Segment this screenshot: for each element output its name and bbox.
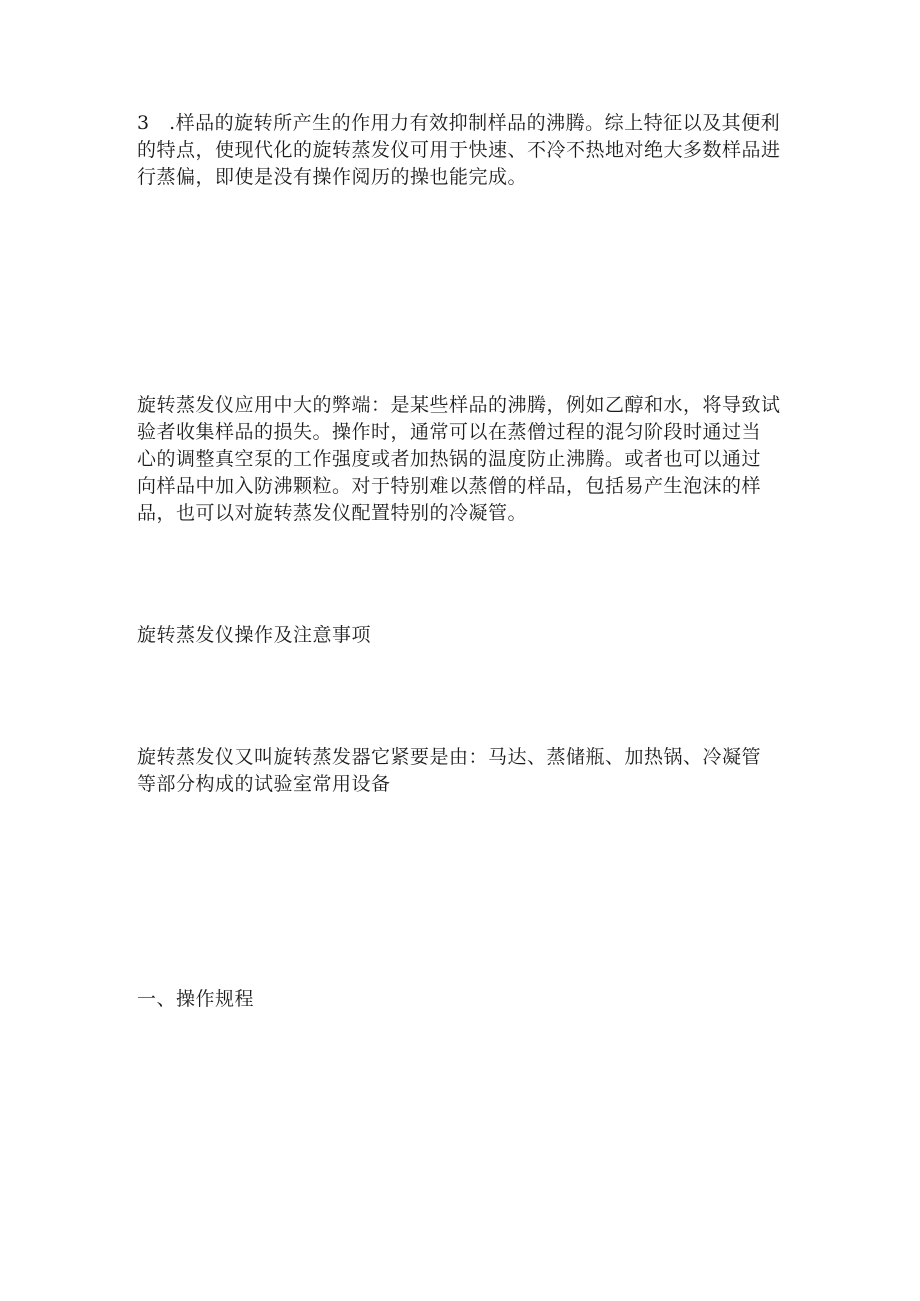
paragraph-rotation-benefits <box>137 110 792 191</box>
paragraph-line: 验者收集样品的损失。操作时，通常可以在蒸僧过程的混匀阶段时通过当 <box>137 421 762 443</box>
paragraph-line: 旋转蒸发仪又叫旋转蒸发器它紧要是由：马达、蒸储瓶、加热锅、冷凝管 <box>137 746 762 768</box>
paragraph-line: 品，也可以对旋转蒸发仪配置特别的冷凝管。 <box>137 502 528 524</box>
paragraph-drawbacks <box>137 392 792 527</box>
paragraph-line: 等部分构成的试验室常用设备 <box>137 773 391 795</box>
paragraph-line: 向样品中加入防沸颗粒。对于特别难以蒸僧的样品，包括易产生泡沫的样 <box>137 475 762 497</box>
paragraph-line: 行蒸偏，即使是没有操作阅历的操也能完成。 <box>137 166 528 188</box>
section-heading-operation-notes <box>137 622 792 649</box>
section-heading-operating-procedure <box>137 986 792 1013</box>
heading-text: 一、操作规程 <box>137 988 255 1010</box>
paragraph-line: 的特点，使现代化的旋转蒸发仪可用于快速、不冷不热地对绝大多数样品进 <box>137 139 781 161</box>
heading-text: 旋转蒸发仪操作及注意事项 <box>137 624 372 646</box>
paragraph-line: 3 .样品的旋转所产生的作用力有效抑制样品的沸腾。综上特征以及其便利 <box>137 112 781 134</box>
paragraph-device-components <box>137 744 792 798</box>
paragraph-line: 旋转蒸发仪应用中大的弊端：是某些样品的沸腾，例如乙醇和水，将导致试 <box>137 394 781 416</box>
paragraph-line: 心的调整真空泵的工作强度或者加热锅的温度防止沸腾。或者也可以通过 <box>137 448 762 470</box>
